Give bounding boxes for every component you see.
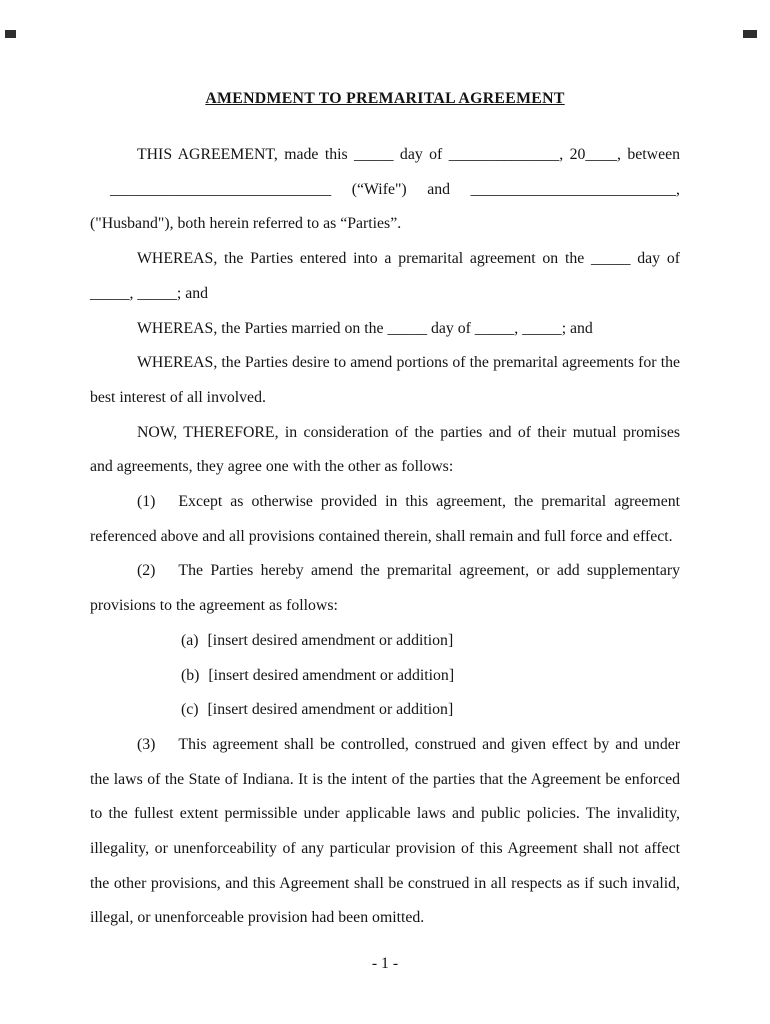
scan-mark-left	[5, 30, 16, 38]
sub-item-b	[90, 659, 680, 694]
item-1-text: Except as otherwise provided in this agreement, the premarital agreement referenced above and all provisions contained therein, shall remain and full force and effect.	[90, 493, 680, 545]
sub-item-a	[90, 624, 680, 659]
item-3-text: This agreement shall be controlled, construed and given effect by and under the laws of the State of Indiana. It is the intent of the parties that the Agreement be enforced to the fullest extent permissible under applicable laws and public policies. The invalidity, illegality, or unenforceability of any particular provision of this Agreement shall not affect the other provisions, and this Agreement shall be construed in all respects as if such invalid, illegal, or unenforceable provision had been omitted.	[90, 735, 680, 927]
now-therefore-paragraph: NOW, THEREFORE, in consideration of the parties and of their mutual promises and agreements, they agree one with the other as follows:	[90, 423, 680, 476]
numbered-item-2	[90, 554, 680, 623]
intro-line-1: THIS AGREEMENT, made this _____ day of ______________, 20____, between	[137, 146, 680, 163]
sub-item-b-label: (b)	[181, 666, 200, 684]
item-1-number: (1)	[137, 493, 156, 511]
item-2-number: (2)	[137, 562, 156, 580]
whereas-paragraph-3: WHEREAS, the Parties desire to amend portions of the premarital agreements for the best interest of all involved.	[90, 354, 680, 406]
page-number: - 1 -	[371, 955, 399, 973]
sub-item-a-label: (a)	[181, 631, 199, 649]
sub-item-a-text: [insert desired amendment or addition]	[207, 631, 454, 649]
item-2-text: The Parties hereby amend the premarital agreement, or add supplementary provisions to the agreement as follows:	[90, 562, 680, 615]
husband-name-blank: __________________________,	[470, 180, 680, 198]
document-title: AMENDMENT TO PREMARITAL AGREEMENT	[205, 90, 565, 107]
intro-line-3: ("Husband"), both herein referred to as “Parties”.	[90, 215, 402, 233]
party-names-line	[90, 173, 680, 208]
wife-name-blank: ____________________________	[110, 180, 332, 198]
sub-item-c-label: (c)	[181, 701, 199, 719]
and-label: and	[427, 180, 451, 198]
wife-label: (“Wife")	[351, 180, 407, 198]
numbered-item-1	[90, 485, 680, 554]
sub-item-c-text: [insert desired amendment or addition]	[207, 701, 454, 719]
sub-item-c	[90, 693, 680, 728]
sub-item-b-text: [insert desired amendment or addition]	[208, 666, 455, 684]
scan-mark-right	[743, 30, 757, 38]
numbered-item-3	[90, 728, 680, 936]
whereas-paragraph-1: WHEREAS, the Parties entered into a premarital agreement on the _____ day of _____, _____; and	[90, 250, 680, 302]
whereas-paragraph-2: WHEREAS, the Parties married on the _____ day of _____, _____; and	[137, 319, 593, 337]
item-3-number: (3)	[137, 735, 156, 753]
